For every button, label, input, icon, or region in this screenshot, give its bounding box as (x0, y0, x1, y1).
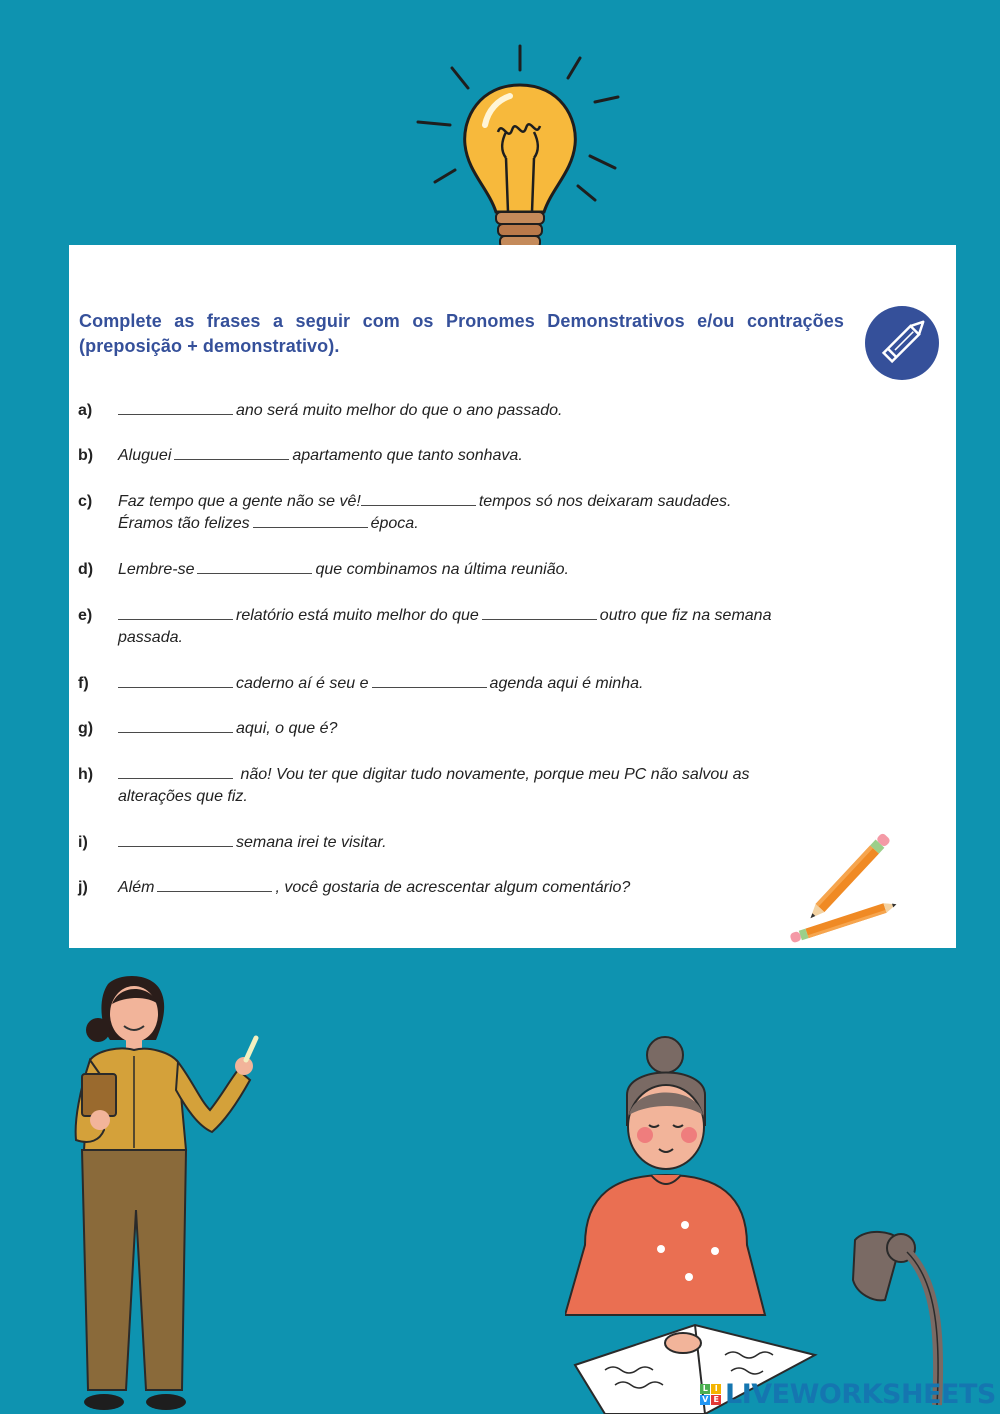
liveworksheets-logo (700, 1378, 1000, 1410)
item-text: Além (118, 879, 155, 896)
item-text: semana irei te visitar. (236, 834, 387, 851)
item-text: Lembre-se (118, 561, 195, 578)
item-letter: g) (78, 720, 94, 737)
answer-blank[interactable] (197, 559, 312, 574)
item-text: caderno aí é seu e (236, 675, 369, 692)
exercise-item-h (78, 764, 858, 808)
item-text: época. (370, 515, 419, 532)
answer-blank[interactable] (361, 491, 476, 506)
answer-blank[interactable] (118, 400, 233, 415)
item-text: aqui, o que é? (236, 720, 338, 737)
exercise-item-a (78, 400, 858, 422)
answer-blank[interactable] (253, 513, 368, 528)
item-text: não! Vou ter que digitar tudo novamente, porque meu PC não salvou as (240, 766, 750, 783)
exercise-item-e (78, 605, 858, 649)
item-text: apartamento que tanto sonhava. (292, 447, 523, 464)
teacher-illustration (60, 970, 270, 1414)
exercise-item-d (78, 559, 858, 581)
item-text: passada. (118, 629, 183, 646)
item-text: relatório está muito melhor do que (236, 607, 479, 624)
logo-text: LIVEWORKSHEETS (725, 1378, 996, 1410)
item-text: Aluguei (118, 447, 172, 464)
item-text: agenda aqui é minha. (489, 675, 644, 692)
item-letter: d) (78, 561, 94, 578)
light-bulb-icon (410, 40, 630, 270)
item-text: alterações que fiz. (118, 788, 248, 805)
item-text: que combinamos na última reunião. (315, 561, 569, 578)
instruction-text: Complete as frases a seguir com os Pronomes Demonstrativos e/ou contrações (preposição + demonstrativo). (79, 311, 844, 356)
answer-blank[interactable] (118, 718, 233, 733)
exercise-item-g (78, 718, 858, 740)
answer-blank[interactable] (118, 764, 233, 779)
exercise-item-i (78, 832, 858, 854)
item-text: tempos só nos deixaram saudades. (478, 493, 732, 510)
answer-blank[interactable] (174, 445, 289, 460)
item-text: Éramos tão felizes (118, 515, 250, 532)
item-letter: c) (78, 493, 93, 510)
exercise-item-c (78, 491, 858, 535)
exercise-item-j (78, 877, 858, 899)
crossed-pencils-icon (785, 830, 905, 950)
exercise-item-b (78, 445, 858, 467)
answer-blank[interactable] (372, 673, 487, 688)
item-text: , você gostaria de acrescentar algum comentário? (275, 879, 631, 896)
item-text: ano será muito melhor do que o ano passado. (236, 402, 563, 419)
answer-blank[interactable] (118, 832, 233, 847)
item-letter: i) (78, 834, 88, 851)
answer-blank[interactable] (118, 673, 233, 688)
student-reading-illustration (565, 1025, 835, 1414)
answer-blank[interactable] (482, 605, 597, 620)
item-letter: h) (78, 766, 94, 783)
item-letter: b) (78, 447, 94, 464)
logo-mark-icon: L I V E (700, 1384, 721, 1405)
item-letter: f) (78, 675, 89, 692)
item-letter: e) (78, 607, 93, 624)
item-letter: a) (78, 402, 93, 419)
item-text: Faz tempo que a gente não se vê! (118, 493, 361, 510)
pencil-icon (864, 305, 940, 381)
item-text: outro que fiz na semana (599, 607, 772, 624)
exercise-item-f (78, 673, 858, 695)
answer-blank[interactable] (157, 877, 272, 892)
answer-blank[interactable] (118, 605, 233, 620)
item-letter: j) (78, 879, 88, 896)
